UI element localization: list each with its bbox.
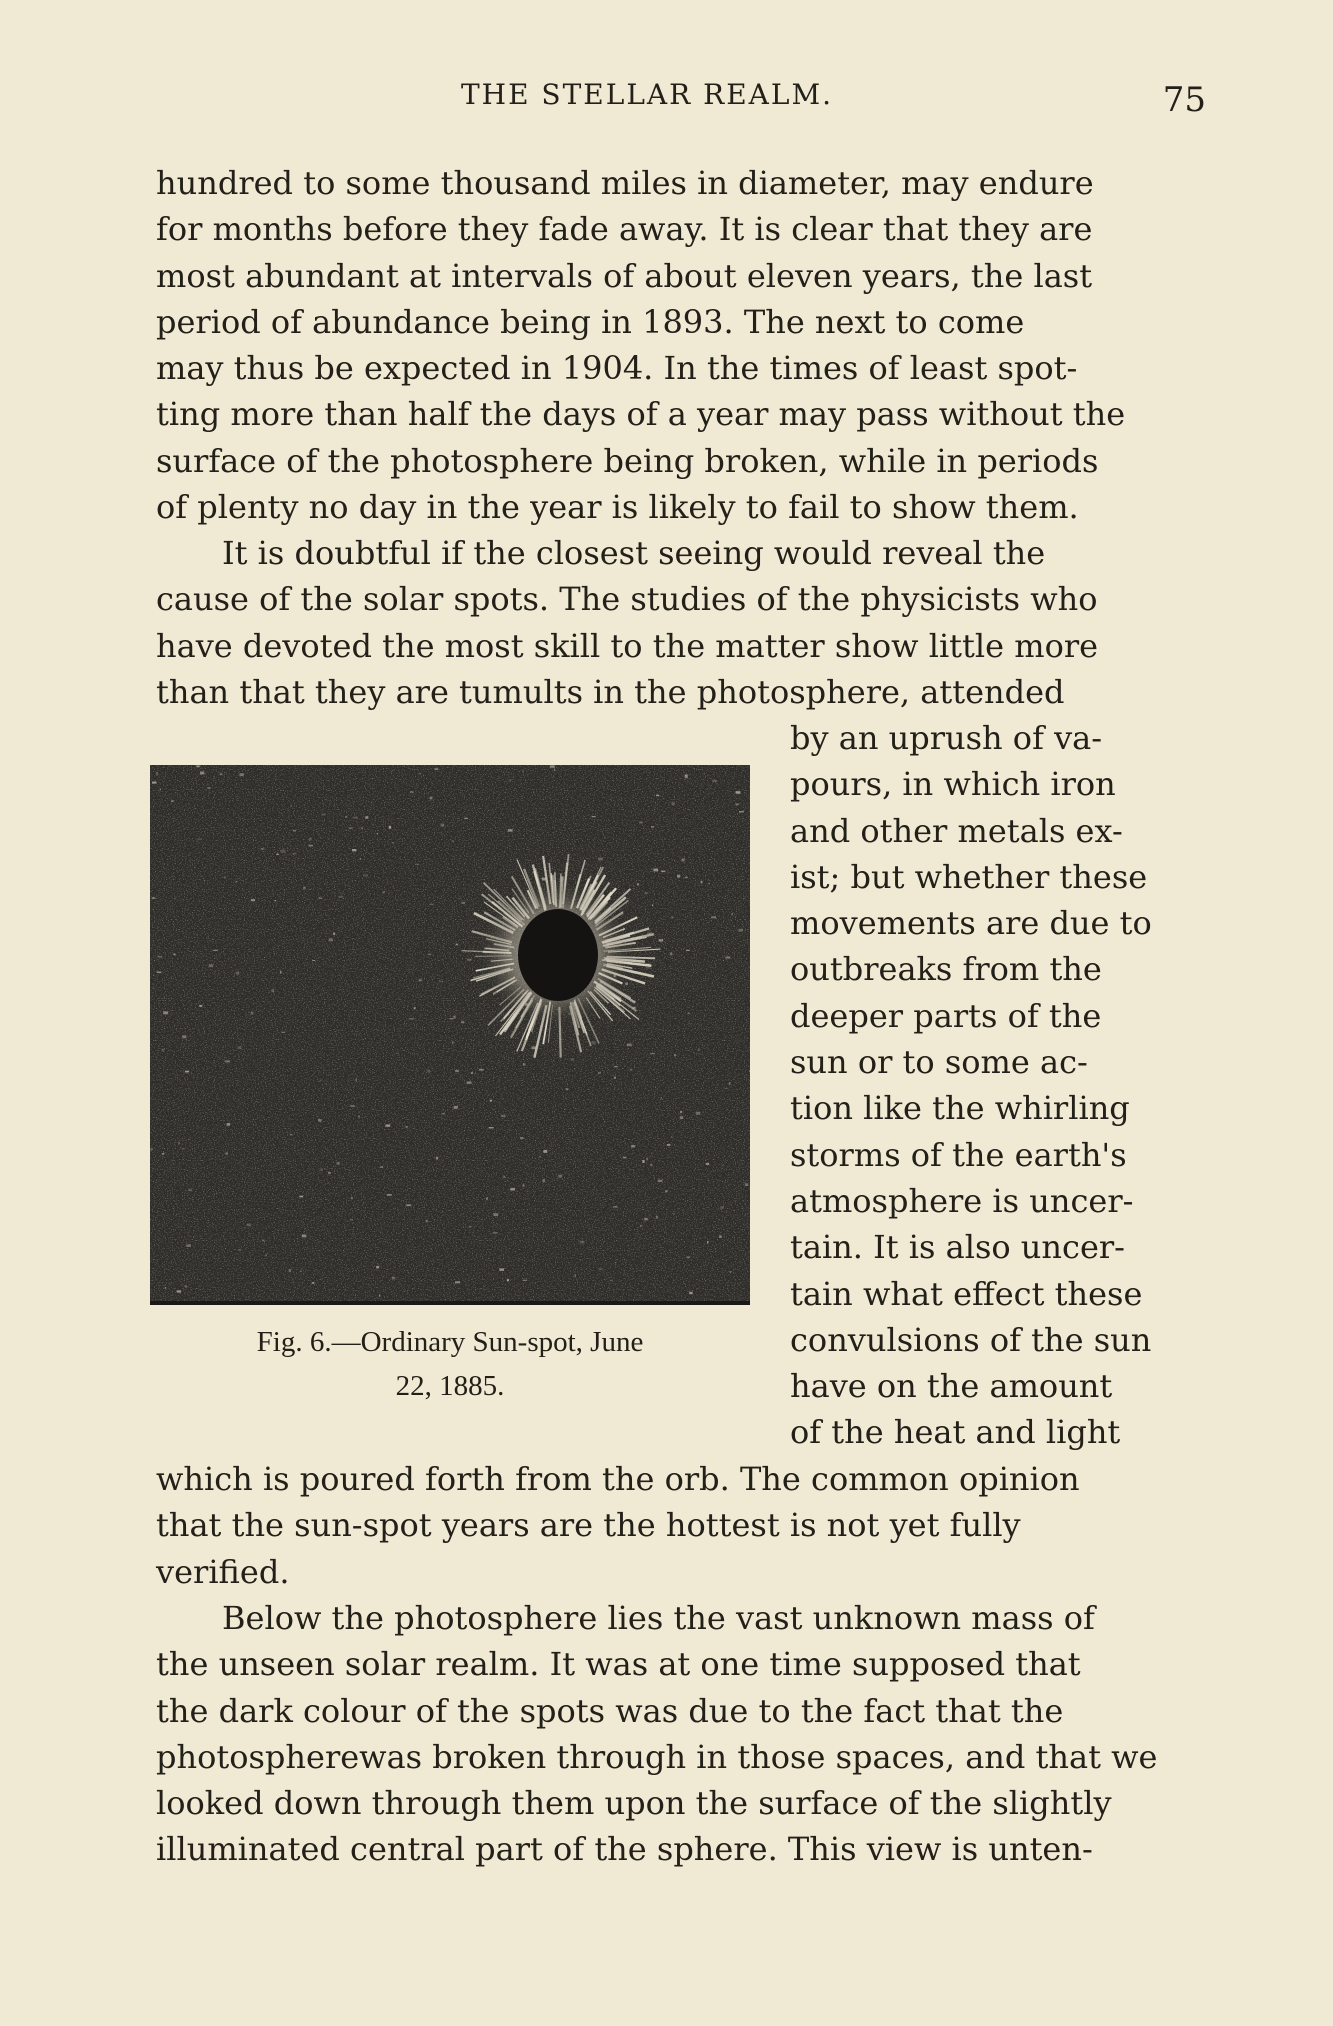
granulation-fleck xyxy=(164,996,165,999)
granulation-fleck xyxy=(351,1197,353,1199)
granulation-fleck xyxy=(405,1126,408,1127)
granulation-fleck xyxy=(653,869,658,872)
granulation-fleck xyxy=(647,1158,648,1161)
granulation-fleck xyxy=(456,944,458,946)
granulation-fleck xyxy=(227,1123,230,1126)
granulation-fleck xyxy=(523,1063,525,1066)
granulation-fleck xyxy=(336,1162,339,1165)
granulation-fleck xyxy=(320,1080,322,1081)
granulation-fleck xyxy=(353,817,358,819)
text-line: have devoted the most skill to the matter show little more xyxy=(156,626,1099,665)
granulation-fleck xyxy=(415,864,419,865)
granulation-fleck xyxy=(687,1256,690,1258)
granulation-fleck xyxy=(661,1097,662,1098)
granulation-fleck xyxy=(182,1035,186,1038)
granulation-fleck xyxy=(467,1082,472,1084)
granulation-fleck xyxy=(449,1018,453,1019)
granulation-fleck xyxy=(719,1236,722,1238)
text-line: movements are due to xyxy=(790,904,1152,943)
granulation-fleck xyxy=(672,802,675,805)
granulation-fleck xyxy=(333,933,335,935)
granulation-fleck xyxy=(640,1225,642,1226)
granulation-fleck xyxy=(539,1156,541,1158)
granulation-fleck xyxy=(380,1166,383,1167)
text-line: hundred to some thousand miles in diameter, may endure xyxy=(156,164,1094,202)
granulation-fleck xyxy=(698,1048,699,1051)
granulation-fleck xyxy=(614,1077,616,1080)
granulation-fleck xyxy=(672,1213,675,1214)
granulation-fleck xyxy=(290,1134,293,1135)
granulation-fleck xyxy=(150,1148,153,1150)
paragraph-1 xyxy=(156,160,1204,530)
granulation-fleck xyxy=(735,803,739,805)
granulation-fleck xyxy=(396,1053,399,1054)
text-line: ist; but whether these xyxy=(790,857,1148,896)
granulation-fleck xyxy=(251,1012,253,1015)
granulation-fleck xyxy=(163,1011,168,1014)
text-line: the unseen solar realm. It was at one time supposed that xyxy=(156,1645,1081,1684)
granulation-fleck xyxy=(419,773,422,774)
granulation-fleck xyxy=(701,881,703,884)
granulation-fleck xyxy=(627,1044,632,1047)
granulation-fleck xyxy=(591,1041,596,1044)
text-line: atmosphere is uncer- xyxy=(790,1181,1134,1220)
granulation-fleck xyxy=(338,896,343,898)
granulation-fleck xyxy=(436,1157,438,1160)
text-line: tain what effect these xyxy=(790,1274,1143,1313)
granulation-fleck xyxy=(453,1016,456,1019)
granulation-fleck xyxy=(631,1145,635,1147)
granulation-fleck xyxy=(544,1150,548,1153)
granulation-fleck xyxy=(554,768,555,771)
granulation-fleck xyxy=(479,1069,484,1070)
granulation-fleck xyxy=(486,1197,488,1200)
granulation-fleck xyxy=(455,1281,460,1283)
granulation-fleck xyxy=(281,850,286,853)
granulation-fleck xyxy=(173,953,175,955)
granulation-fleck xyxy=(213,950,218,951)
granulation-fleck xyxy=(532,1046,537,1049)
granulation-fleck xyxy=(157,972,161,973)
granulation-fleck xyxy=(508,829,513,832)
granulation-fleck xyxy=(237,1046,241,1049)
granulation-fleck xyxy=(739,811,744,812)
granulation-fleck xyxy=(226,1152,228,1154)
granulation-fleck xyxy=(360,858,361,860)
granulation-fleck xyxy=(696,1112,700,1115)
granulation-fleck xyxy=(251,899,255,901)
granulation-fleck xyxy=(247,1224,252,1227)
granulation-fleck xyxy=(726,957,731,959)
granulation-fleck xyxy=(677,875,680,878)
granulation-fleck xyxy=(566,1088,569,1090)
granulation-fleck xyxy=(276,854,278,855)
granulation-fleck xyxy=(177,1290,182,1292)
granulation-fleck xyxy=(188,1189,192,1191)
granulation-fleck xyxy=(580,1241,585,1244)
granulation-fleck xyxy=(674,1054,676,1056)
granulation-fleck xyxy=(290,805,292,807)
text-line: surface of the photosphere being broken, while in periods xyxy=(156,441,1099,480)
granulation-fleck xyxy=(500,1033,502,1035)
granulation-fleck xyxy=(152,898,156,899)
granulation-fleck xyxy=(461,902,465,904)
text-line: looked down through them upon the surface of the slightly xyxy=(156,1784,1112,1823)
text-line: for months before they fade away. It is clear that they are xyxy=(156,210,1093,249)
granulation-fleck xyxy=(255,1101,258,1102)
granulation-fleck xyxy=(160,789,161,790)
paragraph-3 xyxy=(156,1595,1204,1873)
granulation-fleck xyxy=(686,950,690,951)
granulation-fleck xyxy=(510,779,511,781)
granulation-fleck xyxy=(630,1069,632,1071)
paragraph-2-wrap-column xyxy=(790,715,1198,1456)
granulation-fleck xyxy=(542,1179,545,1182)
granulation-fleck xyxy=(689,1292,692,1294)
granulation-fleck xyxy=(152,782,157,784)
granulation-fleck xyxy=(749,1070,750,1072)
granulation-fleck xyxy=(225,1060,230,1062)
granulation-fleck xyxy=(441,824,445,827)
granulation-fleck xyxy=(345,816,346,818)
granulation-fleck xyxy=(361,827,363,829)
granulation-fleck xyxy=(558,1175,562,1178)
granulation-fleck xyxy=(309,845,314,847)
granulation-fleck xyxy=(391,771,392,773)
text-line: verified. xyxy=(156,1552,290,1591)
granulation-fleck xyxy=(349,828,353,829)
granulation-fleck xyxy=(352,849,356,851)
granulation-fleck xyxy=(351,1105,355,1107)
text-line: It is doubtful if the closest seeing would reveal the xyxy=(222,534,1046,572)
granulation-fleck xyxy=(162,1049,164,1051)
granulation-fleck xyxy=(275,779,276,780)
granulation-fleck xyxy=(309,838,312,841)
granulation-fleck xyxy=(469,1226,471,1228)
text-line: of the heat and light xyxy=(790,1413,1121,1452)
granulation-fleck xyxy=(379,1294,380,1296)
granulation-fleck xyxy=(328,1182,329,1183)
text-line: pours, in which iron xyxy=(790,765,1116,804)
granulation-fleck xyxy=(280,971,281,974)
granulation-fleck xyxy=(510,1188,515,1190)
granulation-fleck xyxy=(412,849,413,850)
granulation-fleck xyxy=(186,1244,191,1247)
granulation-fleck xyxy=(532,1031,533,1034)
granulation-fleck xyxy=(200,772,204,775)
sunspot-figure xyxy=(150,765,750,1305)
granulation-fleck xyxy=(392,1277,396,1280)
granulation-fleck xyxy=(262,1240,265,1242)
granulation-fleck xyxy=(471,1072,473,1073)
granulation-fleck xyxy=(599,1268,604,1269)
text-line: deeper parts of the xyxy=(790,996,1102,1035)
granulation-fleck xyxy=(392,842,394,843)
granulation-fleck xyxy=(651,826,654,827)
granulation-fleck xyxy=(376,1266,379,1268)
granulation-fleck xyxy=(328,1172,331,1174)
granulation-fleck xyxy=(430,904,434,905)
text-line: than that they are tumults in the photosphere, attended xyxy=(156,672,1065,711)
granulation-fleck xyxy=(282,1032,285,1033)
granulation-fleck xyxy=(659,939,664,941)
text-line: photospherewas broken through in those spaces, and that we xyxy=(156,1737,1158,1776)
granulation-fleck xyxy=(365,816,368,819)
granulation-fleck xyxy=(682,859,685,862)
granulation-fleck xyxy=(204,880,205,881)
granulation-fleck xyxy=(377,833,379,834)
granulation-fleck xyxy=(320,1168,323,1171)
text-line: that the sun-spot years are the hottest is not yet fully xyxy=(156,1506,1021,1545)
granulation-fleck xyxy=(409,1018,414,1019)
granulation-fleck xyxy=(632,1007,636,1009)
paragraph-2-tail xyxy=(156,1456,1204,1595)
granulation-fleck xyxy=(688,1013,690,1015)
text-line: the dark colour of the spots was due to the fact that the xyxy=(156,1691,1064,1730)
granulation-fleck xyxy=(499,1268,504,1271)
granulation-fleck xyxy=(671,917,673,919)
granulation-fleck xyxy=(265,1254,267,1256)
granulation-fleck xyxy=(685,776,688,778)
granulation-fleck xyxy=(706,1163,709,1165)
text-line: Below the photosphere lies the vast unknown mass of xyxy=(222,1599,1095,1637)
sunspot-engraving xyxy=(150,765,750,1301)
granulation-fleck xyxy=(185,1071,189,1073)
granulation-fleck xyxy=(452,840,454,842)
granulation-fleck xyxy=(650,1053,654,1054)
granulation-fleck xyxy=(465,818,468,819)
granulation-fleck xyxy=(507,1279,509,1281)
granulation-fleck xyxy=(358,1116,360,1118)
granulation-fleck xyxy=(301,1271,302,1273)
granulation-fleck xyxy=(667,1144,671,1146)
granulation-fleck xyxy=(322,814,326,816)
granulation-fleck xyxy=(613,1206,618,1208)
granulation-fleck xyxy=(426,1220,428,1223)
granulation-fleck xyxy=(410,791,414,792)
running-title: THE STELLAR REALM. xyxy=(461,78,834,111)
granulation-fleck xyxy=(363,875,368,877)
text-line: outbreaks from the xyxy=(790,950,1102,989)
granulation-fleck xyxy=(522,770,523,772)
umbra xyxy=(518,909,598,1001)
granulation-fleck xyxy=(389,826,391,829)
granulation-fleck xyxy=(236,881,238,882)
granulation-fleck xyxy=(198,838,202,840)
granulation-fleck xyxy=(162,1153,164,1155)
granulation-fleck xyxy=(240,773,244,776)
granulation-fleck xyxy=(493,1213,498,1216)
granulation-fleck xyxy=(329,938,333,941)
text-line: cause of the solar spots. The studies of the physicists who xyxy=(156,580,1098,619)
granulation-fleck xyxy=(293,830,296,831)
text-line: may thus be expected in 1904. In the times of least spot- xyxy=(156,349,1078,388)
granulation-fleck xyxy=(593,882,596,884)
granulation-fleck xyxy=(209,964,213,967)
granulation-fleck xyxy=(178,1142,180,1145)
granulation-fleck xyxy=(435,768,439,769)
granulation-fleck xyxy=(736,791,741,794)
granulation-fleck xyxy=(729,1082,731,1085)
granulation-fleck xyxy=(571,1058,574,1060)
granulation-fleck xyxy=(671,1136,672,1137)
granulation-fleck xyxy=(302,1235,306,1238)
granulation-fleck xyxy=(650,1164,652,1166)
granulation-fleck xyxy=(644,1218,648,1221)
granulation-fleck xyxy=(185,1285,187,1287)
granulation-fleck xyxy=(335,895,336,897)
granulation-fleck xyxy=(522,1184,524,1187)
granulation-fleck xyxy=(467,959,471,961)
granulation-fleck xyxy=(455,1070,459,1072)
granulation-fleck xyxy=(720,1206,724,1209)
granulation-fleck xyxy=(414,1007,416,1009)
paragraph-2 xyxy=(156,530,1204,715)
granulation-fleck xyxy=(199,1005,202,1007)
granulation-fleck xyxy=(419,979,422,982)
granulation-fleck xyxy=(350,1219,353,1220)
granulation-fleck xyxy=(299,1196,303,1198)
text-line: most abundant at intervals of about eleven years, the last xyxy=(156,256,1093,295)
granulation-fleck xyxy=(289,1269,291,1272)
granulation-fleck xyxy=(236,972,239,975)
granulation-fleck xyxy=(489,1127,494,1128)
granulation-fleck xyxy=(722,1165,724,1166)
granulation-fleck xyxy=(642,1160,644,1163)
granulation-fleck xyxy=(196,765,199,767)
granulation-fleck xyxy=(646,964,650,965)
granulation-fleck xyxy=(428,954,432,956)
granulation-fleck xyxy=(303,887,306,890)
granulation-fleck xyxy=(292,853,296,855)
granulation-fleck xyxy=(501,1115,506,1117)
granulation-fleck xyxy=(731,913,733,915)
granulation-fleck xyxy=(490,1100,492,1102)
granulation-fleck xyxy=(439,981,444,983)
granulation-fleck xyxy=(637,883,639,885)
text-line: tion like the whirling xyxy=(790,1089,1130,1128)
granulation-fleck xyxy=(645,892,648,894)
figure-caption xyxy=(160,1320,740,1408)
granulation-fleck xyxy=(670,953,672,956)
text-line: and other metals ex- xyxy=(790,811,1123,850)
granulation-fleck xyxy=(224,877,226,879)
granulation-fleck xyxy=(442,1113,445,1114)
granulation-fleck xyxy=(725,1088,728,1089)
granulation-fleck xyxy=(207,787,210,788)
granulation-fleck xyxy=(520,1137,524,1139)
granulation-fleck xyxy=(707,1241,708,1244)
granulation-fleck xyxy=(712,780,717,782)
text-line: illuminated central part of the sphere. This view is unten- xyxy=(156,1830,1093,1869)
granulation-fleck xyxy=(312,960,315,961)
text-line: storms of the earth's xyxy=(790,1135,1127,1174)
granulation-fleck xyxy=(614,1066,618,1067)
granulation-fleck xyxy=(386,1125,391,1127)
granulation-fleck xyxy=(452,1041,453,1043)
text-line: of plenty no day in the year is likely to fail to show them. xyxy=(156,488,1079,527)
granulation-fleck xyxy=(550,765,555,767)
text-line: which is poured forth from the orb. The common opinion xyxy=(156,1460,1080,1498)
granulation-fleck xyxy=(454,1106,458,1109)
text-line: tain. It is also uncer- xyxy=(790,1228,1125,1267)
granulation-fleck xyxy=(216,783,217,784)
granulation-fleck xyxy=(680,1116,683,1119)
granulation-fleck xyxy=(220,773,222,775)
granulation-fleck xyxy=(615,1262,616,1263)
granulation-fleck xyxy=(461,1021,465,1023)
granulation-fleck xyxy=(493,1232,498,1233)
granulation-fleck xyxy=(275,900,277,901)
granulation-fleck xyxy=(523,1280,528,1281)
granulation-fleck xyxy=(652,905,653,907)
caption-line: Fig. 6.—Ordinary Sun-spot, June xyxy=(256,1326,644,1358)
granulation-fleck xyxy=(182,1148,185,1150)
granulation-fleck xyxy=(592,816,596,817)
granulation-fleck xyxy=(575,1274,576,1277)
granulation-fleck xyxy=(503,1176,506,1178)
granulation-fleck xyxy=(598,1072,601,1073)
granulation-fleck xyxy=(598,858,603,861)
granulation-fleck xyxy=(430,797,433,800)
granulation-fleck xyxy=(646,967,651,969)
granulation-fleck xyxy=(685,775,688,777)
granulation-fleck xyxy=(387,1194,392,1195)
text-line: ting more than half the days of a year may pass without the xyxy=(156,395,1126,434)
text-line: by an uprush of va- xyxy=(790,719,1103,757)
granulation-fleck xyxy=(427,1070,430,1073)
text-line: convulsions of the sun xyxy=(790,1320,1152,1359)
granulation-fleck xyxy=(685,877,688,878)
granulation-fleck xyxy=(680,1111,682,1113)
granulation-fleck xyxy=(157,956,162,957)
granulation-fleck xyxy=(661,871,665,873)
granulation-fleck xyxy=(610,1280,612,1281)
granulation-fleck xyxy=(318,1119,322,1121)
granulation-fleck xyxy=(730,1271,732,1273)
text-line: sun or to some ac- xyxy=(790,1043,1088,1082)
granulation-fleck xyxy=(156,772,158,775)
caption-line: 22, 1885. xyxy=(395,1370,505,1402)
granulation-fleck xyxy=(312,1282,314,1284)
granulation-fleck xyxy=(739,929,744,932)
granulation-fleck xyxy=(238,1249,242,1251)
granulation-fleck xyxy=(647,933,651,934)
granulation-fleck xyxy=(711,916,716,918)
text-line: period of abundance being in 1893. The next to come xyxy=(156,302,1025,341)
granulation-fleck xyxy=(639,822,642,824)
granulation-fleck xyxy=(171,800,174,801)
granulation-fleck xyxy=(319,898,323,899)
granulation-fleck xyxy=(745,1183,748,1186)
page-number: 75 xyxy=(1162,80,1206,120)
granulation-fleck xyxy=(623,1157,627,1159)
granulation-fleck xyxy=(271,989,274,992)
granulation-fleck xyxy=(406,1204,411,1206)
granulation-fleck xyxy=(355,1079,357,1082)
granulation-fleck xyxy=(656,795,659,796)
granulation-fleck xyxy=(709,883,710,884)
granulation-fleck xyxy=(261,848,264,850)
text-line: have on the amount xyxy=(790,1367,1113,1406)
granulation-fleck xyxy=(658,1180,663,1182)
granulation-fleck xyxy=(665,1190,668,1192)
granulation-fleck xyxy=(165,1287,166,1288)
granulation-fleck xyxy=(656,1216,658,1219)
granulation-fleck xyxy=(216,1193,217,1194)
granulation-fleck xyxy=(382,892,385,893)
